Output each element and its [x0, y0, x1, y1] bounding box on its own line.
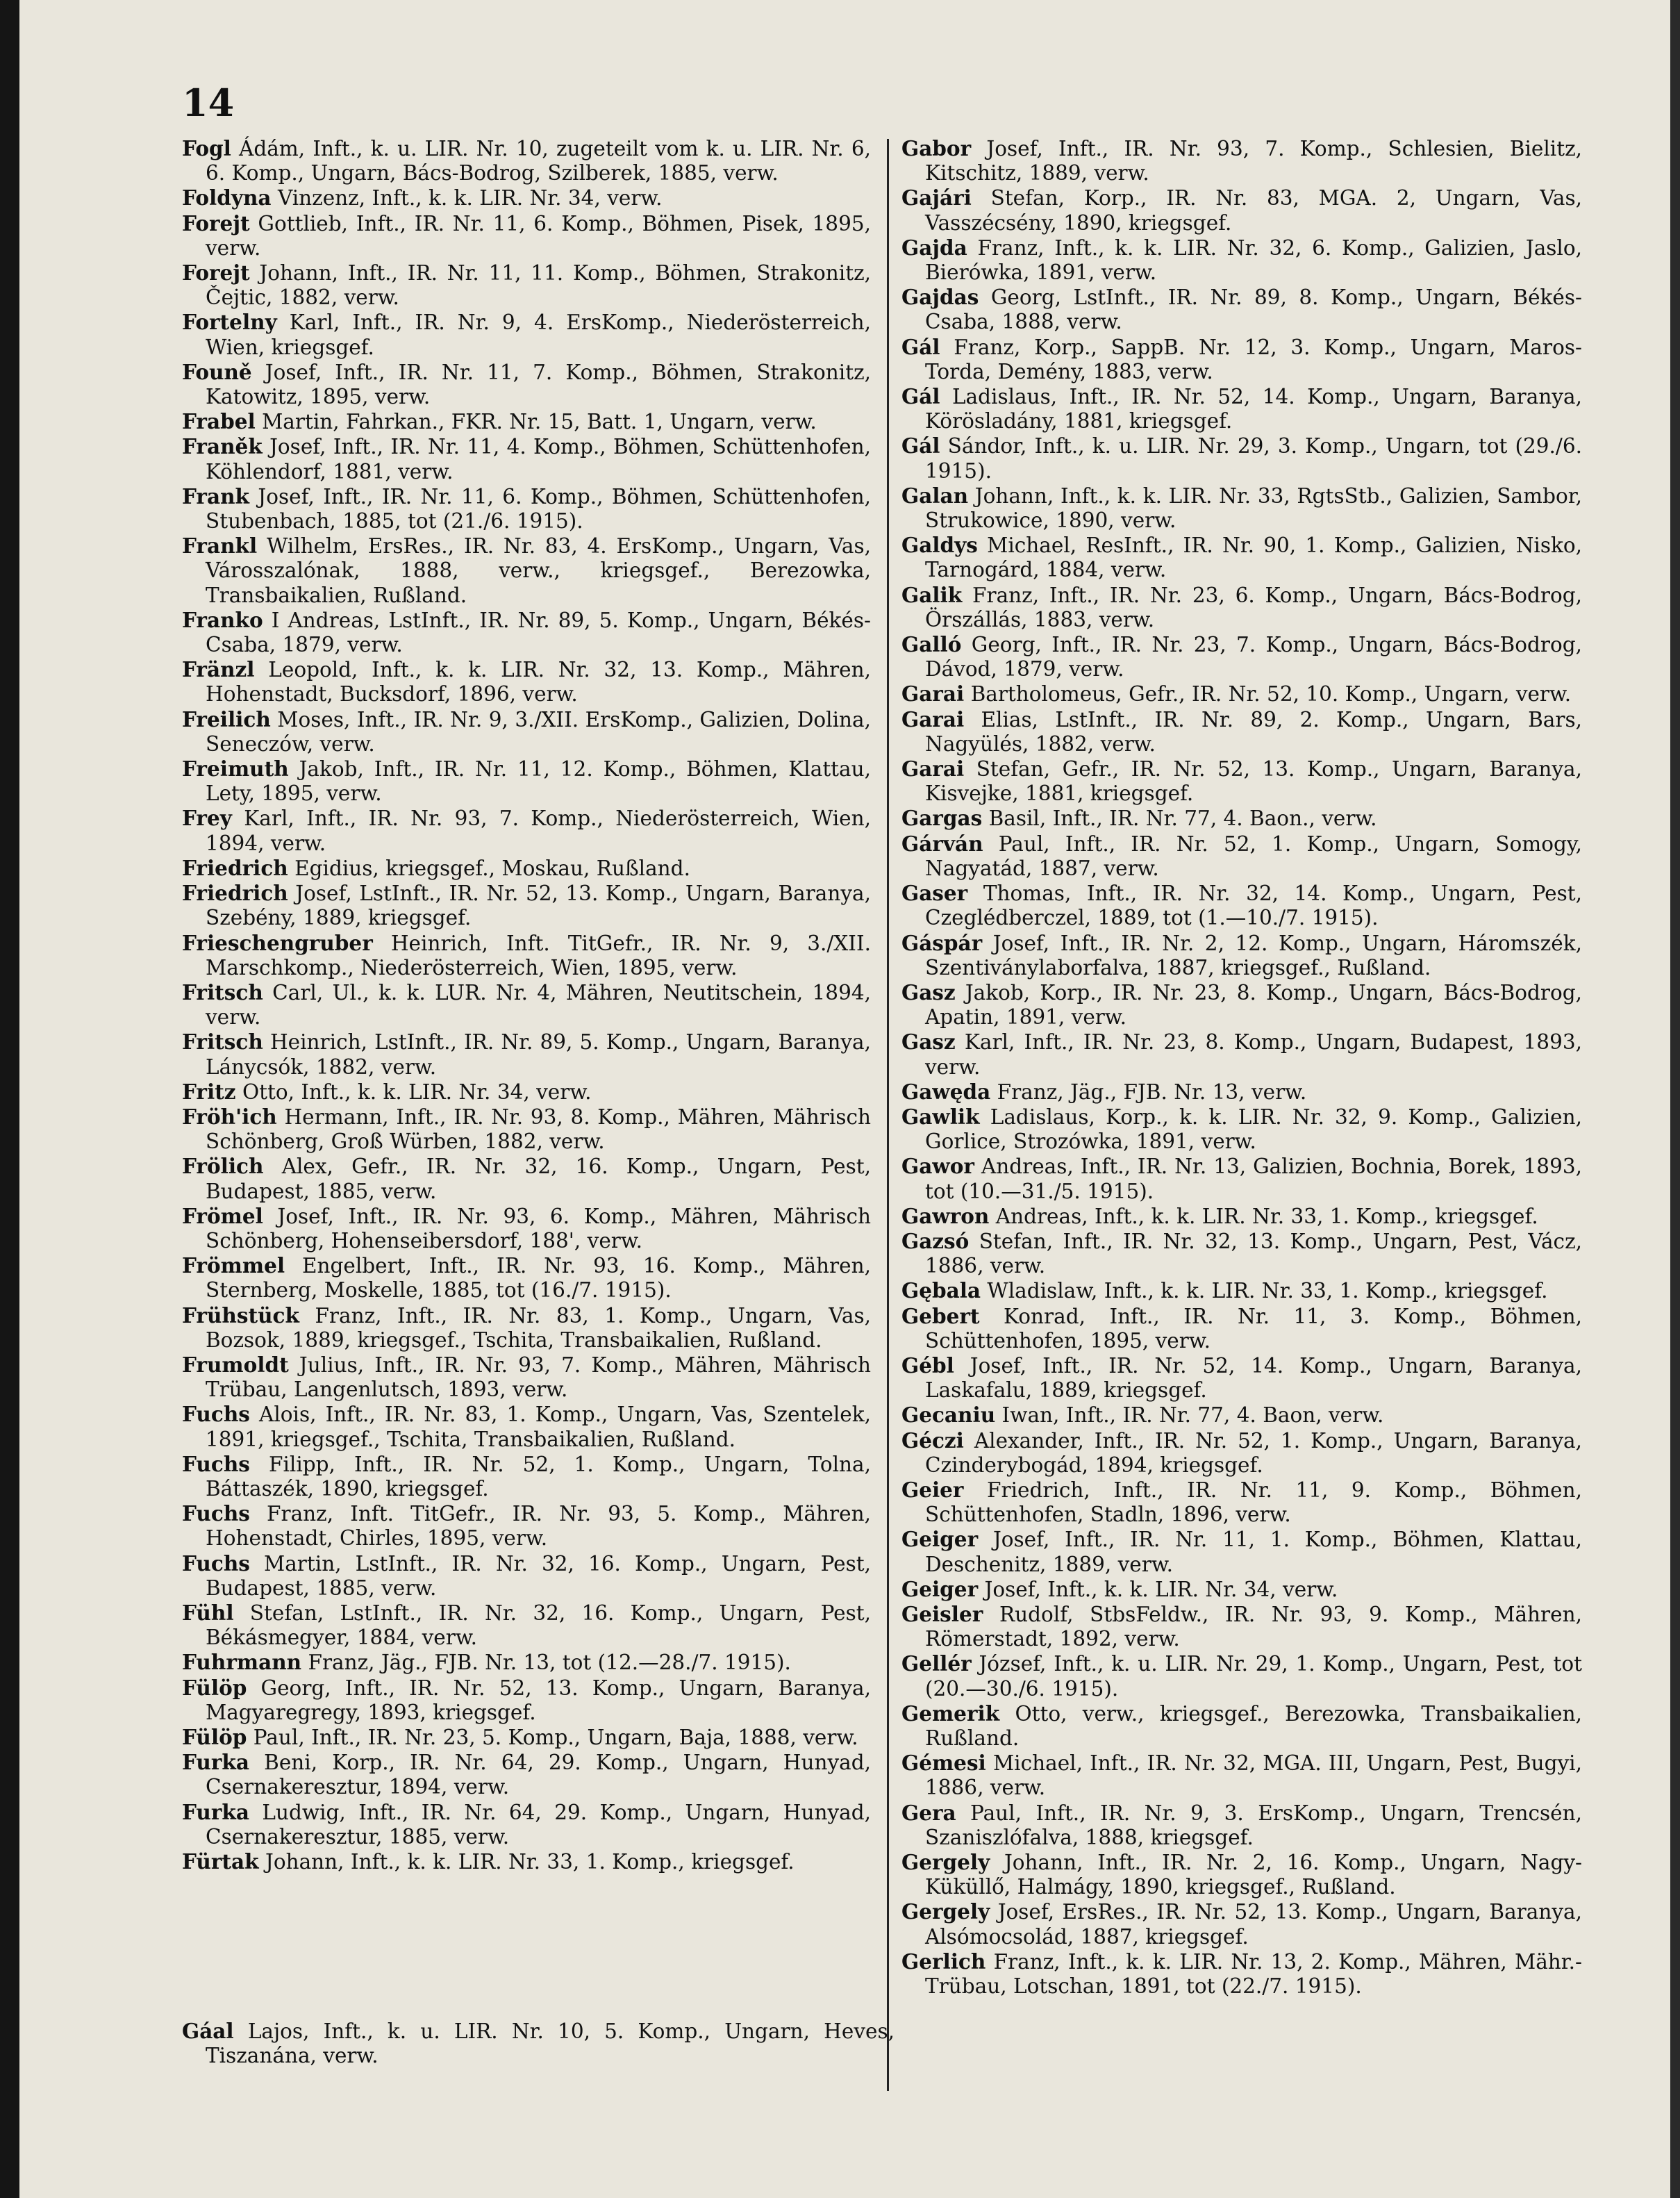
entry-surname: Fuhrmann [182, 1650, 302, 1675]
list-entry [182, 1800, 871, 1849]
entry-details: Moses, Inft., IR. Nr. 9, 3./XII. ErsKomp., Galizien, Dolina, Seneczów, verw. [206, 707, 871, 756]
entry-details: Karl, Inft., IR. Nr. 9, 4. ErsKomp., Niederösterreich, Wien, kriegsgef. [206, 311, 871, 359]
list-entry [182, 1501, 871, 1551]
list-entry [182, 1452, 871, 1501]
entry-surname: Gaser [901, 881, 968, 906]
entry-surname: Gémesi [901, 1751, 986, 1776]
list-entry [901, 806, 1582, 831]
entry-surname: Gawlik [901, 1104, 980, 1129]
entry-details: Josef, LstInft., IR. Nr. 52, 13. Komp., Ungarn, Baranya, Szebény, 1889, kriegsgef. [206, 882, 871, 930]
entry-details: Georg, LstInft., IR. Nr. 89, 8. Komp., Ungarn, Békés-Csaba, 1888, verw. [925, 286, 1582, 334]
list-entry [901, 285, 1582, 334]
entry-details: Egidius, kriegsgef., Moskau, Rußland. [294, 856, 690, 880]
entry-details: Josef, Inft., IR. Nr. 93, 7. Komp., Schlesien, Bielitz, Kitschitz, 1889, verw. [925, 137, 1582, 185]
entry-details: Andreas, Inft., k. k. LIR. Nr. 33, 1. Komp., kriegsgef. [995, 1204, 1538, 1228]
entry-surname: Gasz [901, 980, 956, 1005]
entry-details: Josef, Inft., IR. Nr. 52, 14. Komp., Ungarn, Baranya, Laskafalu, 1889, kriegsgef. [925, 1353, 1582, 1403]
entry-surname: Frey [182, 806, 232, 831]
entry-surname: Gajda [901, 235, 967, 260]
entry-surname: Frabel [182, 409, 256, 434]
entry-details: Jakob, Korp., IR. Nr. 23, 8. Komp., Ungarn, Bács-Bodrog, Apatin, 1891, verw. [925, 980, 1582, 1030]
entry-details: Jakob, Inft., IR. Nr. 11, 12. Komp., Böhmen, Klattau, Lety, 1895, verw. [206, 757, 871, 806]
entry-surname: Gecaniu [901, 1403, 996, 1428]
entry-surname: Fuchs [182, 1501, 250, 1526]
entry-details: Bartholomeus, Gefr., IR. Nr. 52, 10. Komp., Ungarn, verw. [970, 682, 1572, 706]
list-entry [182, 261, 871, 310]
entry-surname: Frömmel [182, 1253, 285, 1278]
entry-details: Franz, Inft., IR. Nr. 23, 6. Komp., Ungarn, Bács-Bodrog, Örszállás, 1883, verw. [925, 583, 1582, 631]
list-entry [901, 384, 1582, 433]
entry-details: Gottlieb, Inft., IR. Nr. 11, 6. Komp., Böhmen, Pisek, 1895, verw. [206, 211, 871, 260]
entry-surname: Fühl [182, 1600, 234, 1625]
entry-details: Basil, Inft., IR. Nr. 77, 4. Baon., verw. [988, 807, 1377, 831]
entry-details: Paul, Inft., IR. Nr. 52, 1. Komp., Ungarn, Somogy, Nagyatád, 1887, verw. [925, 832, 1582, 880]
list-entry [182, 1204, 871, 1253]
entry-details: Georg, Inft., IR. Nr. 52, 13. Komp., Ungarn, Baranya, Magyaregregy, 1893, kriegsgef. [206, 1676, 871, 1724]
list-entry [901, 1204, 1582, 1229]
list-entry [182, 980, 871, 1030]
list-entry [182, 534, 871, 608]
entry-details: József, Inft., k. u. LIR. Nr. 29, 1. Komp., Ungarn, Pest, tot (20.—30./6. 1915). [925, 1652, 1582, 1701]
list-entry [901, 1154, 1582, 1203]
entry-surname: Gabor [901, 136, 972, 160]
entry-surname: Géczi [901, 1428, 964, 1453]
entry-surname: Garai [901, 757, 965, 782]
entry-surname: Foldyna [182, 185, 272, 210]
page-number: 14 [182, 81, 235, 125]
entry-details: Ladislaus, Korp., k. k. LIR. Nr. 32, 9. Komp., Galizien, Gorlice, Strozówka, 1891, verw. [925, 1105, 1582, 1154]
entry-details: Vinzenz, Inft., k. k. LIR. Nr. 34, verw. [277, 186, 663, 210]
entry-surname: Gál [901, 334, 940, 359]
entry-details: Carl, Ul., k. k. LUR. Nr. 4, Mähren, Neutitschein, 1894, verw. [206, 980, 871, 1030]
entry-surname: Garai [901, 706, 965, 732]
entry-details: Martin, Fahrkan., FKR. Nr. 15, Batt. 1, Ungarn, verw. [262, 410, 817, 434]
entry-surname: Founě [182, 359, 252, 384]
entry-details: Josef, Inft., IR. Nr. 11, 6. Komp., Böhmen, Schüttenhofen, Stubenbach, 1885, tot (21./6. 1915). [206, 484, 871, 534]
entry-details: Friedrich, Inft., IR. Nr. 11, 9. Komp., Böhmen, Schüttenhofen, Stadln, 1896, verw. [925, 1478, 1582, 1527]
entry-details: Franz, Jäg., FJB. Nr. 13, verw. [997, 1080, 1307, 1104]
entry-surname: Fritsch [182, 1030, 263, 1055]
list-entry [182, 856, 871, 881]
entry-details: Stefan, Inft., IR. Nr. 32, 13. Komp., Ungarn, Pest, Vácz, 1886, verw. [925, 1229, 1582, 1278]
list-entry [901, 533, 1582, 582]
entry-surname: Gál [901, 384, 940, 409]
entry-details: Paul, Inft., IR. Nr. 9, 3. ErsKomp., Ungarn, Trencsén, Szaniszlófalva, 1888, kriegsgef. [925, 1801, 1582, 1849]
entry-surname: Fuchs [182, 1451, 250, 1476]
list-entry [182, 1551, 871, 1601]
list-entry [182, 1402, 871, 1451]
entry-surname: Fröh'ich [182, 1104, 277, 1129]
entry-surname: Furka [182, 1750, 249, 1775]
entry-surname: Friedrich [182, 855, 288, 880]
list-entry [182, 707, 871, 757]
list-entry [182, 1353, 871, 1402]
list-entry [182, 1154, 871, 1203]
entry-details: Ludwig, Inft., IR. Nr. 64, 29. Komp., Ungarn, Hunyad, Csernakeresztur, 1885, verw. [206, 1800, 871, 1849]
list-entry [901, 583, 1582, 632]
entry-surname: Frömel [182, 1203, 263, 1228]
entry-details: Franz, Jäg., FJB. Nr. 13, tot (12.—28./7. 1915). [308, 1651, 791, 1675]
entry-surname: Gárván [901, 831, 983, 856]
entry-surname: Gębala [901, 1278, 981, 1303]
list-entry [182, 608, 871, 657]
list-entry [901, 1030, 1582, 1079]
entry-details: Michael, Inft., IR. Nr. 32, MGA. III, Ungarn, Pest, Bugyi, 1886, verw. [925, 1751, 1582, 1800]
entry-surname: Frank [182, 484, 249, 509]
list-entry [901, 1353, 1582, 1403]
list-entry [182, 434, 871, 484]
entry-surname: Gargas [901, 806, 983, 831]
list-entry [901, 433, 1582, 483]
entry-details: Stefan, Gefr., IR. Nr. 52, 13. Komp., Ungarn, Baranya, Kisvejke, 1881, kriegsgef. [925, 757, 1582, 806]
entry-details: Ladislaus, Inft., IR. Nr. 52, 14. Komp., Ungarn, Baranya, Körösladány, 1881, kriegsgef. [925, 385, 1582, 433]
list-entry [901, 1403, 1582, 1428]
list-entry [182, 1030, 871, 1079]
entry-details: Wilhelm, ErsRes., IR. Nr. 83, 4. ErsKomp., Ungarn, Vas, Városszalónak, 1888, verw., kriegsgef., Berezowka, Transbaikalien, Rußland. [206, 534, 871, 607]
entry-surname: Fritsch [182, 980, 263, 1005]
list-entry [901, 1949, 1582, 1999]
entry-surname: Frieschengruber [182, 930, 373, 955]
entry-details: Ádám, Inft., k. u. LIR. Nr. 10, zugeteilt vom k. u. LIR. Nr. 6, 6. Komp., Ungarn, Bács-Bodrog, Szilberek, 1885, verw. [206, 137, 871, 185]
list-entry [182, 1303, 871, 1353]
entry-surname: Gazsó [901, 1228, 970, 1253]
scan-edge-left [0, 0, 19, 2198]
entry-details: Karl, Inft., IR. Nr. 23, 8. Komp., Ungarn, Budapest, 1893, verw. [925, 1030, 1582, 1079]
entry-surname: Forejt [182, 210, 250, 236]
entry-surname: Frumoldt [182, 1352, 289, 1377]
list-entry [901, 1602, 1582, 1651]
entry-details: Karl, Inft., IR. Nr. 93, 7. Komp., Niederösterreich, Wien, 1894, verw. [206, 807, 871, 855]
list-entry [182, 211, 871, 261]
list-entry [901, 1080, 1582, 1105]
entry-surname: Gajdas [901, 285, 979, 310]
entry-details: Franz, Korp., SappB. Nr. 12, 3. Komp., Ungarn, Maros-Torda, Demény, 1883, verw. [925, 335, 1582, 383]
entry-details: Franz, Inft., k. k. LIR. Nr. 13, 2. Komp., Mähren, Mähr.-Trübau, Lotschan, 1891, tot (22./7. 1915). [925, 1949, 1582, 1999]
entry-details: Josef, Inft., IR. Nr. 2, 12. Komp., Ungarn, Háromszék, Szentiványlaborfalva, 1887, kriegsgef., Rußland. [925, 931, 1582, 980]
entry-surname: Galan [901, 483, 969, 508]
entry-surname: Gawor [901, 1154, 974, 1179]
list-entry [901, 484, 1582, 533]
entry-details: Martin, LstInft., IR. Nr. 32, 16. Komp., Ungarn, Pest, Budapest, 1885, verw. [206, 1551, 871, 1600]
right-column [901, 136, 1582, 1999]
list-entry [182, 360, 871, 409]
entry-surname: Geier [901, 1477, 964, 1502]
entry-details: Georg, Inft., IR. Nr. 23, 7. Komp., Ungarn, Bács-Bodrog, Dávod, 1879, verw. [925, 633, 1582, 681]
entry-surname: Fuchs [182, 1402, 250, 1427]
entry-surname: Fülöp [182, 1675, 247, 1700]
list-entry [182, 1253, 871, 1303]
list-entry [901, 1478, 1582, 1527]
list-entry [182, 757, 871, 806]
list-entry [182, 1080, 871, 1105]
entry-details: Josef, Inft., k. k. LIR. Nr. 34, verw. [984, 1577, 1338, 1601]
list-entry [182, 1601, 871, 1650]
entry-surname: Fogl [182, 136, 231, 160]
entry-details: Michael, ResInft., IR. Nr. 90, 1. Komp., Galizien, Nisko, Tarnogárd, 1884, verw. [925, 534, 1582, 582]
entry-details: Otto, verw., kriegsgef., Berezowka, Transbaikalien, Rußland. [925, 1701, 1582, 1750]
entry-surname: Gáal [182, 2019, 234, 2043]
entry-surname: Gellér [901, 1651, 972, 1676]
entry-surname: Freimuth [182, 757, 289, 782]
entry-details: Alex, Gefr., IR. Nr. 32, 16. Komp., Ungarn, Pest, Budapest, 1885, verw. [206, 1155, 871, 1203]
list-entry [182, 1725, 871, 1750]
entry-surname: Gáspár [901, 930, 983, 955]
entry-surname: Gál [901, 433, 940, 458]
entry-details: Johann, Inft., IR. Nr. 11, 11. Komp., Böhmen, Strakonitz, Čejtic, 1882, verw. [206, 261, 871, 310]
list-entry [901, 1651, 1582, 1701]
list-entry [901, 1751, 1582, 1800]
entry-details: Wladislaw, Inft., k. k. LIR. Nr. 33, 1. Komp., kriegsgef. [987, 1279, 1548, 1303]
entry-details: Paul, Inft., IR. Nr. 23, 5. Komp., Ungarn, Baja, 1888, verw. [253, 1726, 858, 1749]
list-entry [901, 335, 1582, 384]
entry-details: Hermann, Inft., IR. Nr. 93, 8. Komp., Mähren, Mährisch Schönberg, Groß Würben, 1882, verw. [206, 1105, 871, 1154]
entry-surname: Freilich [182, 706, 271, 732]
list-entry [901, 1527, 1582, 1576]
entry-surname: Galik [901, 582, 963, 607]
entry-details: Elias, LstInft., IR. Nr. 89, 2. Komp., Ungarn, Bars, Nagyülés, 1882, verw. [925, 707, 1582, 756]
entry-surname: Franko [182, 607, 263, 632]
entry-details: Alexander, Inft., IR. Nr. 52, 1. Komp., Ungarn, Baranya, Czinderybogád, 1894, kriegsgef. [925, 1428, 1582, 1477]
list-entry [901, 757, 1582, 806]
entry-surname: Gawęda [901, 1079, 991, 1104]
entry-details: Konrad, Inft., IR. Nr. 11, 3. Komp., Böhmen, Schüttenhofen, 1895, verw. [925, 1304, 1582, 1353]
list-entry [901, 832, 1582, 881]
entry-surname: Fülöp [182, 1725, 247, 1749]
entry-surname: Frühstück [182, 1303, 299, 1328]
list-entry [182, 1650, 871, 1675]
entry-details: Julius, Inft., IR. Nr. 93, 7. Komp., Mähren, Mährisch Trübau, Langenlutsch, 1893, verw. [206, 1353, 871, 1402]
list-entry [901, 681, 1582, 706]
list-entry [182, 1105, 871, 1154]
list-entry [182, 1849, 871, 1874]
entry-details: Lajos, Inft., k. u. LIR. Nr. 10, 5. Komp., Ungarn, Heves, Tiszanána, verw. [206, 2019, 895, 2068]
entry-surname: Forejt [182, 261, 250, 286]
entry-details: Franz, Inft., IR. Nr. 83, 1. Komp., Ungarn, Vas, Bozsok, 1889, kriegsgef., Tschita, Transbaikalien, Rußland. [206, 1303, 871, 1352]
list-entry [182, 310, 871, 359]
list-entry [901, 1801, 1582, 1850]
entry-details: Iwan, Inft., IR. Nr. 77, 4. Baon, verw. [1001, 1403, 1384, 1428]
list-entry [901, 1899, 1582, 1949]
left-column [182, 136, 871, 1874]
list-entry [901, 185, 1582, 235]
entry-details: Heinrich, LstInft., IR. Nr. 89, 5. Komp., Ungarn, Baranya, Lánycsók, 1882, verw. [206, 1030, 871, 1079]
list-entry [182, 657, 871, 706]
list-entry [901, 136, 1582, 185]
entry-surname: Gasz [901, 1030, 956, 1055]
list-entry [901, 236, 1582, 285]
entry-details: Franz, Inft., k. k. LIR. Nr. 32, 6. Komp., Galizien, Jaslo, Bierówka, 1891, verw. [925, 236, 1582, 285]
list-entry [182, 931, 871, 980]
scan-edge-right [1670, 0, 1680, 2198]
entry-details: Stefan, LstInft., IR. Nr. 32, 16. Komp., Ungarn, Pest, Békásmegyer, 1884, verw. [206, 1601, 871, 1650]
list-entry [182, 409, 871, 434]
entry-surname: Gajári [901, 185, 972, 210]
entry-details: Johann, Inft., IR. Nr. 2, 16. Komp., Ungarn, Nagy-Küküllő, Halmágy, 1890, kriegsgef., Rußland. [925, 1851, 1582, 1899]
entry-details: Beni, Korp., IR. Nr. 64, 29. Komp., Ungarn, Hunyad, Csernakeresztur, 1894, verw. [206, 1751, 871, 1799]
entry-surname: Gemerik [901, 1701, 1000, 1726]
entry-surname: Fränzl [182, 657, 255, 682]
entry-details: Josef, Inft., IR. Nr. 93, 6. Komp., Mähren, Mährisch Schönberg, Hohenseibersdorf, 188', verw. [206, 1204, 871, 1253]
entry-details: Josef, ErsRes., IR. Nr. 52, 13. Komp., Ungarn, Baranya, Alsómocsolád, 1887, kriegsgef. [925, 1900, 1582, 1949]
entry-details: Thomas, Inft., IR. Nr. 32, 14. Komp., Ungarn, Pest, Czeglédberczel, 1889, tot (1.—10./7. 1915). [925, 882, 1582, 930]
entry-surname: Fritz [182, 1079, 236, 1104]
list-entry [182, 881, 871, 930]
entry-surname: Geiger [901, 1527, 979, 1552]
entry-surname: Gergely [901, 1899, 990, 1924]
entry-surname: Gergely [901, 1850, 990, 1875]
list-entry [901, 1850, 1582, 1899]
entry-details: Engelbert, Inft., IR. Nr. 93, 16. Komp., Mähren, Sternberg, Moskelle, 1885, tot (16./7. 1915). [206, 1254, 871, 1303]
entry-surname: Galdys [901, 533, 978, 558]
list-entry [901, 980, 1582, 1030]
entry-details: Filipp, Inft., IR. Nr. 52, 1. Komp., Ungarn, Tolna, Báttaszék, 1890, kriegsgef. [206, 1452, 871, 1501]
entry-surname: Fortelny [182, 310, 277, 335]
entry-surname: Geisler [901, 1601, 983, 1626]
entry-surname: Frölich [182, 1154, 264, 1179]
entry-surname: Garai [901, 681, 965, 706]
list-entry [182, 136, 871, 185]
entry-surname: Fuchs [182, 1551, 250, 1576]
entry-details: Otto, Inft., k. k. LIR. Nr. 34, verw. [242, 1080, 592, 1104]
entry-details: Josef, Inft., IR. Nr. 11, 1. Komp., Böhmen, Klattau, Deschenitz, 1889, verw. [925, 1528, 1583, 1576]
entry-surname: Gerlich [901, 1949, 986, 1974]
entry-surname: Gawron [901, 1203, 990, 1228]
entry-surname: Franěk [182, 434, 263, 459]
entry-details: Johann, Inft., k. k. LIR. Nr. 33, RgtsStb., Galizien, Sambor, Strukowice, 1890, verw. [925, 484, 1582, 533]
entry-details: Rudolf, StbsFeldw., IR. Nr. 93, 9. Komp., Mähren, Römerstadt, 1892, verw. [925, 1602, 1582, 1651]
footer-entry [182, 2019, 895, 2068]
list-entry [901, 1105, 1582, 1154]
entry-surname: Fürtak [182, 1849, 259, 1874]
entry-surname: Geiger [901, 1576, 979, 1601]
list-entry [901, 1229, 1582, 1278]
entry-details: Heinrich, Inft. TitGefr., IR. Nr. 9, 3./XII. Marschkomp., Niederösterreich, Wien, 1895, verw. [206, 931, 871, 980]
list-entry [901, 1701, 1582, 1751]
entry-surname: Furka [182, 1799, 249, 1824]
entry-details: Leopold, Inft., k. k. LIR. Nr. 32, 13. Komp., Mähren, Hohenstadt, Bucksdorf, 1896, verw. [206, 658, 871, 706]
list-entry [901, 881, 1582, 930]
entry-details: Alois, Inft., IR. Nr. 83, 1. Komp., Ungarn, Vas, Szentelek, 1891, kriegsgef., Tschita, Transbaikalien, Rußland. [206, 1403, 871, 1451]
list-entry [901, 1304, 1582, 1353]
entry-surname: Gébl [901, 1353, 954, 1378]
list-entry [901, 1278, 1582, 1303]
column-divider [887, 139, 889, 2091]
entry-details: Stefan, Korp., IR. Nr. 83, MGA. 2, Ungarn, Vas, Vasszécsény, 1890, kriegsgef. [925, 186, 1582, 235]
list-entry [901, 1428, 1582, 1478]
list-entry [901, 707, 1582, 757]
list-entry [901, 1577, 1582, 1602]
entry-details: Josef, Inft., IR. Nr. 11, 7. Komp., Böhmen, Strakonitz, Katowitz, 1895, verw. [206, 360, 871, 409]
list-entry [182, 185, 871, 210]
list-entry [901, 632, 1582, 681]
list-entry [182, 806, 871, 855]
list-entry [182, 1676, 871, 1725]
entry-details: Josef, Inft., IR. Nr. 11, 4. Komp., Böhmen, Schüttenhofen, Köhlendorf, 1881, verw. [206, 435, 871, 484]
entry-surname: Gebert [901, 1303, 980, 1328]
entry-surname: Gera [901, 1800, 956, 1825]
list-entry [901, 931, 1582, 980]
entry-details: Johann, Inft., k. k. LIR. Nr. 33, 1. Komp., kriegsgef. [265, 1850, 795, 1874]
entry-details: Sándor, Inft., k. u. LIR. Nr. 29, 3. Komp., Ungarn, tot (29./6. 1915). [925, 434, 1582, 483]
list-entry [182, 1750, 871, 1799]
list-entry [182, 484, 871, 534]
entry-details: Franz, Inft. TitGefr., IR. Nr. 93, 5. Komp., Mähren, Hohenstadt, Chirles, 1895, verw. [206, 1502, 871, 1551]
entry-details: I Andreas, LstInft., IR. Nr. 89, 5. Komp., Ungarn, Békés-Csaba, 1879, verw. [206, 608, 871, 657]
entry-surname: Friedrich [182, 881, 288, 906]
entry-surname: Galló [901, 632, 962, 657]
entry-details: Andreas, Inft., IR. Nr. 13, Galizien, Bochnia, Borek, 1893, tot (10.—31./5. 1915). [925, 1155, 1582, 1203]
entry-surname: Frankl [182, 534, 258, 559]
